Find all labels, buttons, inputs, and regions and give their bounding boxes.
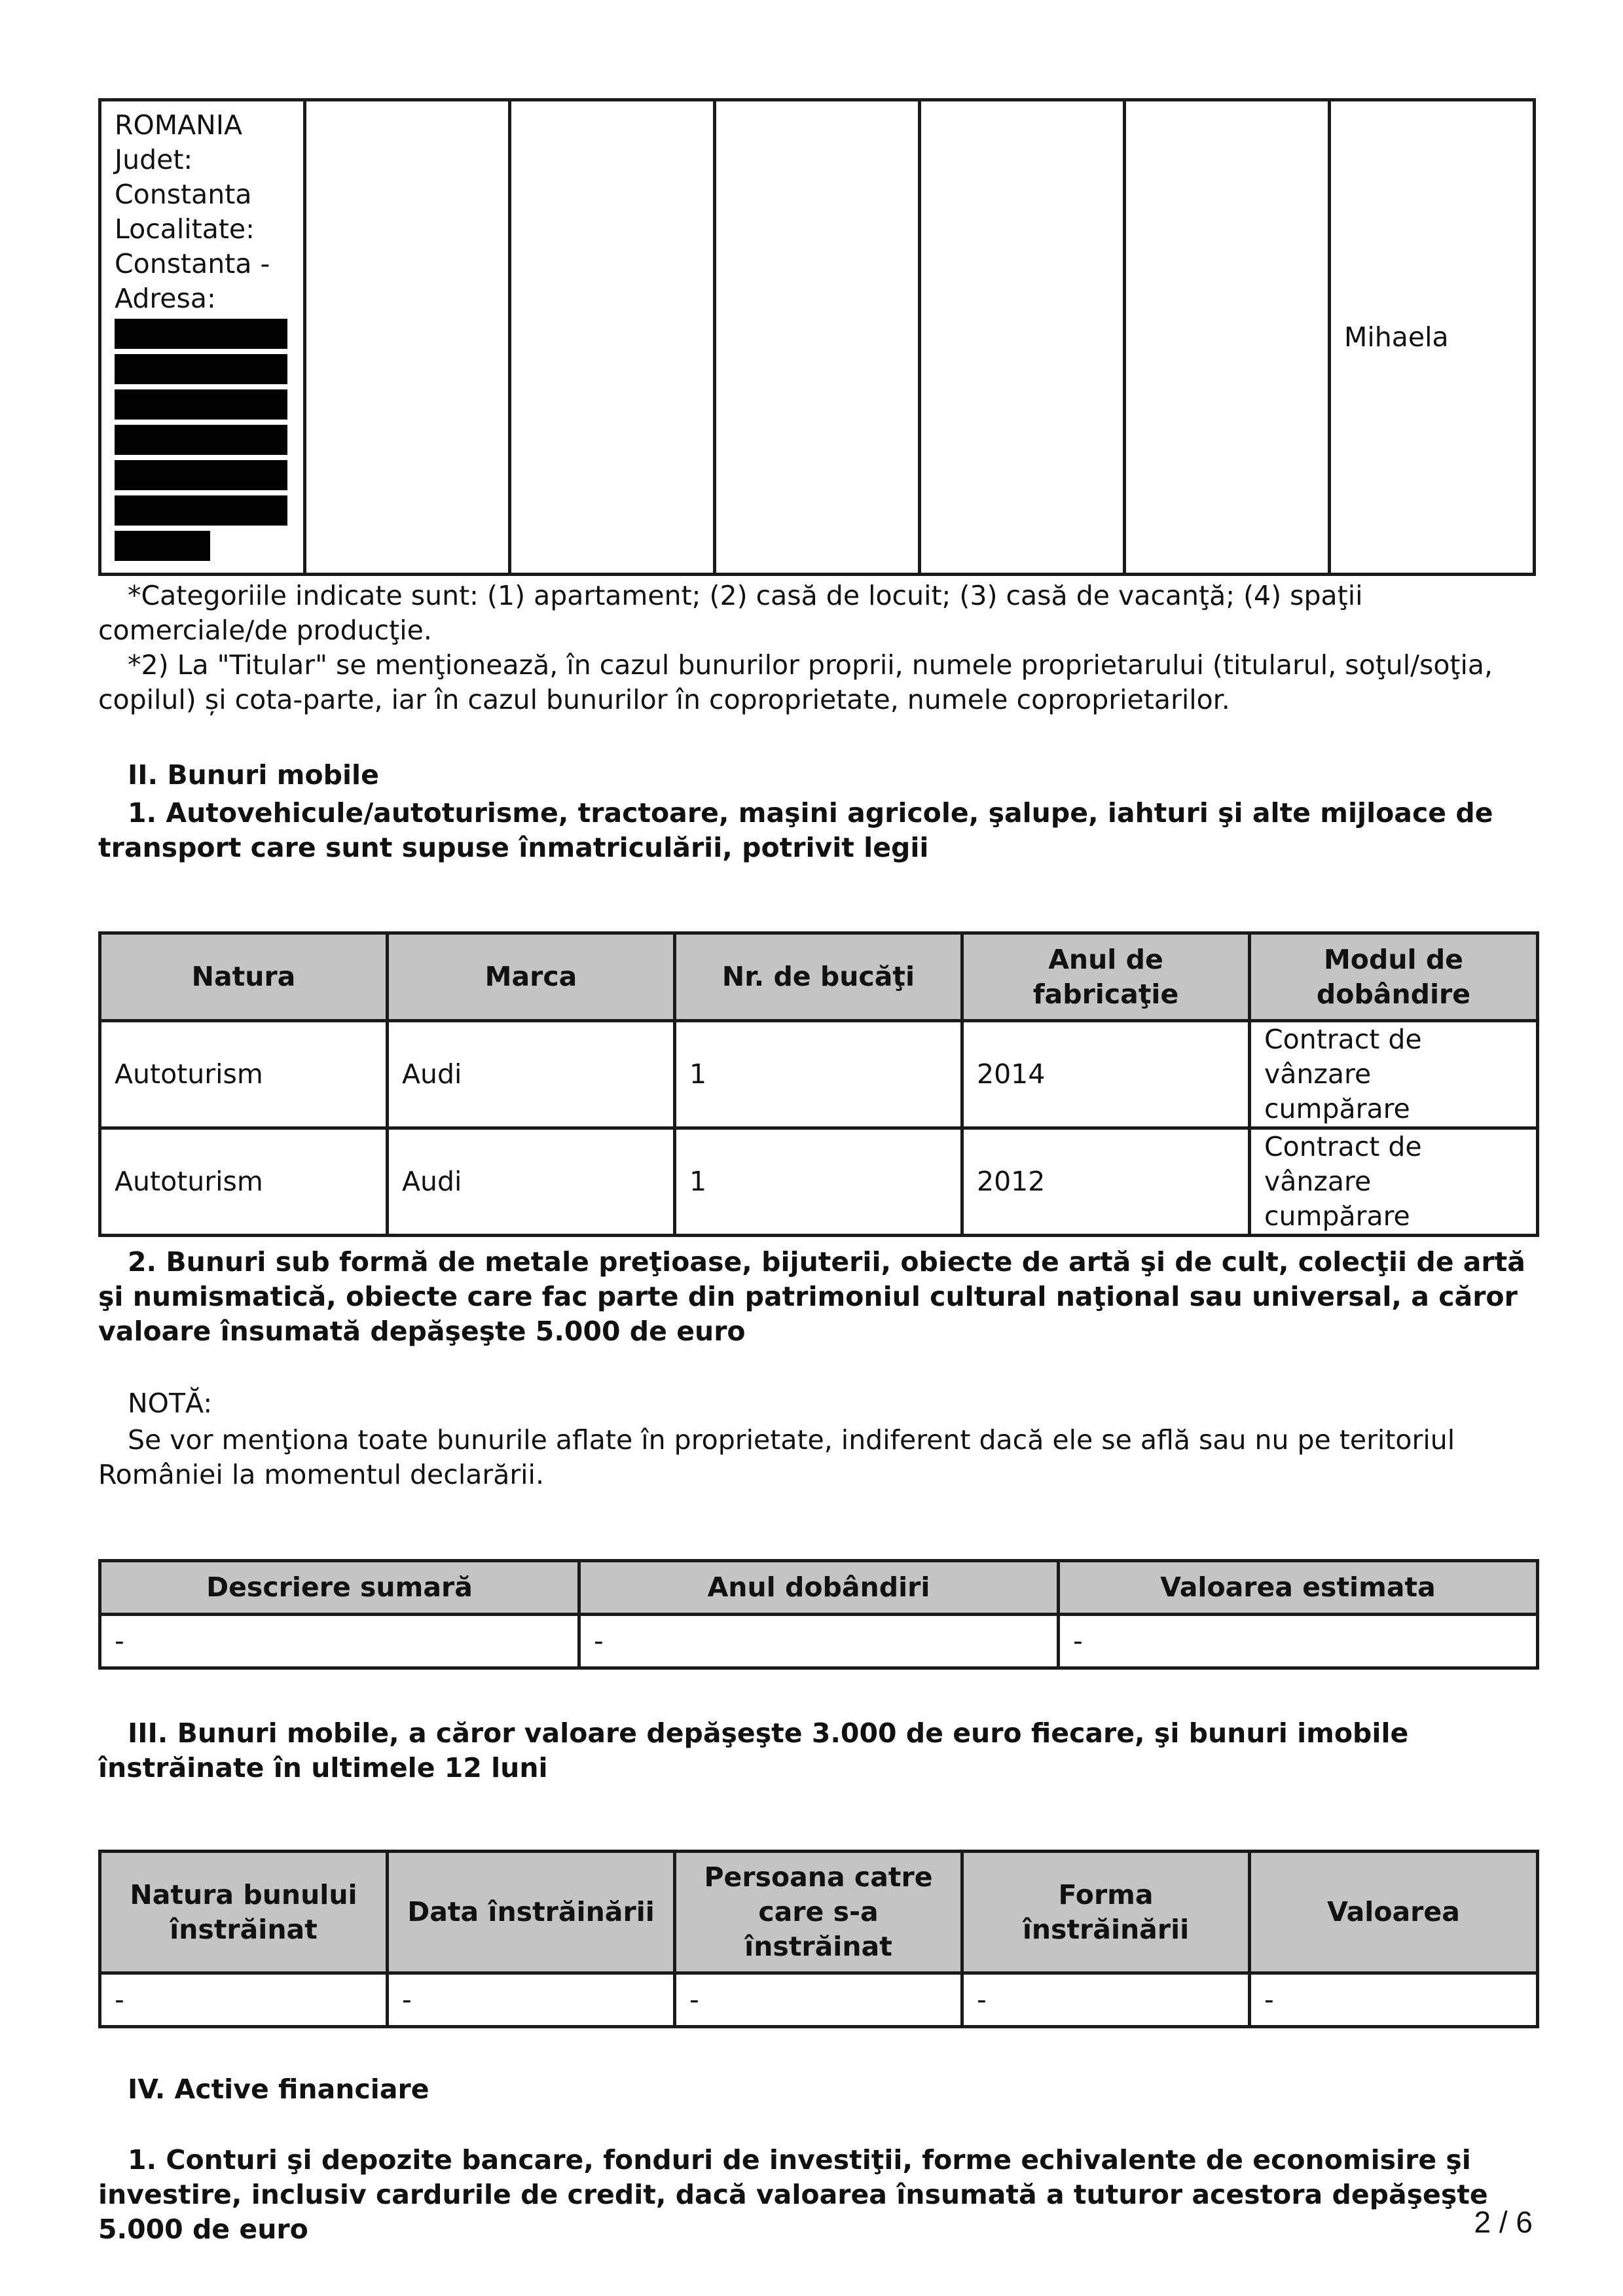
address-line: Constanta [115, 179, 252, 210]
redaction-bar [115, 389, 287, 420]
valuables-table [98, 1559, 1539, 1670]
section-heading: III. Bunuri mobile, a căror valoare depăşeşte 3.000 de euro fiecare, şi bunuri imobile înstrăinate în ultimele 12 luni [98, 1717, 1409, 1784]
table-cell: - [1059, 1615, 1538, 1668]
column-header: Valoarea estimata [1059, 1561, 1538, 1615]
table-cell: Contract de vânzare cumpărare [1250, 1128, 1538, 1236]
column-header: Natura [100, 933, 388, 1021]
address-line: Constanta - [115, 248, 270, 279]
table-cell: Contract de vânzare cumpărare [1250, 1021, 1538, 1128]
redaction-bar [115, 425, 287, 455]
table-cell [510, 100, 715, 575]
alienated-table [98, 1850, 1539, 2028]
table-header-row [100, 1852, 1538, 1973]
table-cell: Audi [388, 1021, 675, 1128]
address-line: Judet: [115, 144, 193, 175]
column-header: Modul de dobândire [1250, 933, 1538, 1021]
column-header: Nr. de bucăţi [675, 933, 962, 1021]
table-row [100, 100, 1535, 575]
titular-name: Mihaela [1344, 321, 1449, 353]
table-cell: Audi [388, 1128, 675, 1236]
table-header-row [100, 933, 1538, 1021]
page-number: 2 / 6 [1474, 2205, 1533, 2239]
table-cell: - [100, 1615, 579, 1668]
table-row [100, 1615, 1538, 1668]
redacted-address [115, 319, 290, 561]
nota-text: Se vor menţiona toate bunurile aflate în proprietate, indiferent dacă ele se află sau nu pe teritoriul României la momentul declarării. [98, 1424, 1455, 1490]
address-line: ROMANIA [115, 109, 242, 141]
table-cell: Autoturism [100, 1021, 388, 1128]
subsection-heading: 1. Conturi şi depozite bancare, fonduri de investiţii, forme echivalente de economisire şi investire, inclusiv cardurile de credit, dacă valoarea însumată a tuturor acestora depăşeşte 5.000 de euro [98, 2144, 1488, 2245]
nota-label: NOTĂ: [128, 1388, 213, 1419]
footnote-categorii: *Categoriile indicate sunt: (1) apartament; (2) casă de locuit; (3) casă de vacanţă; (4) spaţii comerciale/de producţie. [98, 580, 1363, 646]
redaction-bar [115, 319, 287, 349]
subsection-heading: 1. Autovehicule/autoturisme, tractoare, maşini agricole, şalupe, iahturi şi alte mijloace de transport care sunt supuse înmatriculării, potrivit legii [98, 797, 1493, 863]
redaction-bar [115, 531, 210, 561]
table-header-row [100, 1561, 1538, 1615]
address-line: Localitate: [115, 213, 255, 245]
table-row [100, 1973, 1538, 2027]
table-cell: 2012 [962, 1128, 1250, 1236]
column-header: Anul dobândiri [579, 1561, 1059, 1615]
table-cell: 1 [675, 1021, 962, 1128]
table-cell [715, 100, 920, 575]
footnote-titular: *2) La "Titular" se menţionează, în cazul bunurilor proprii, numele proprietarului (titularul, soţul/soţia, copilul) și cota-parte, iar în cazul bunurilor în coproprietate, numele coproprietarilor. [98, 649, 1493, 715]
table-cell: 1 [675, 1128, 962, 1236]
address-line: Adresa: [115, 283, 216, 314]
address-cell [100, 100, 305, 575]
subsection-heading: 2. Bunuri sub formă de metale preţioase, bijuterii, obiecte de artă şi de cult, colecţii de artă şi numismatică, obiecte care fac parte din patrimoniul cultural naţional sau universal, a căror valoare însumată depăşeşte 5.000 de euro [98, 1246, 1525, 1347]
redaction-bar [115, 460, 287, 490]
table-cell [305, 100, 510, 575]
table-cell: 2014 [962, 1021, 1250, 1128]
table-row [100, 1021, 1538, 1128]
column-header: Marca [388, 933, 675, 1021]
column-header: Valoarea [1250, 1852, 1538, 1973]
column-header: Natura bunului înstrăinat [100, 1852, 388, 1973]
table-cell [1125, 100, 1330, 575]
table-cell [920, 100, 1125, 575]
titular-cell [1330, 100, 1535, 575]
table-cell: - [962, 1973, 1250, 2027]
section-heading: IV. Active financiare [128, 2073, 429, 2105]
section-heading: II. Bunuri mobile [128, 759, 379, 791]
column-header: Forma înstrăinării [962, 1852, 1250, 1973]
table-cell: - [1250, 1973, 1538, 2027]
table-cell: - [388, 1973, 675, 2027]
table-cell: - [675, 1973, 962, 2027]
column-header: Descriere sumară [100, 1561, 579, 1615]
imobile-table [98, 98, 1536, 576]
redaction-bar [115, 354, 287, 384]
vehicles-table [98, 931, 1539, 1237]
table-cell: - [579, 1615, 1059, 1668]
redaction-bar [115, 495, 287, 526]
column-header: Data înstrăinării [388, 1852, 675, 1973]
column-header: Anul de fabricaţie [962, 933, 1250, 1021]
table-cell: - [100, 1973, 388, 2027]
column-header: Persoana catre care s-a înstrăinat [675, 1852, 962, 1973]
table-cell: Autoturism [100, 1128, 388, 1236]
table-row [100, 1128, 1538, 1236]
